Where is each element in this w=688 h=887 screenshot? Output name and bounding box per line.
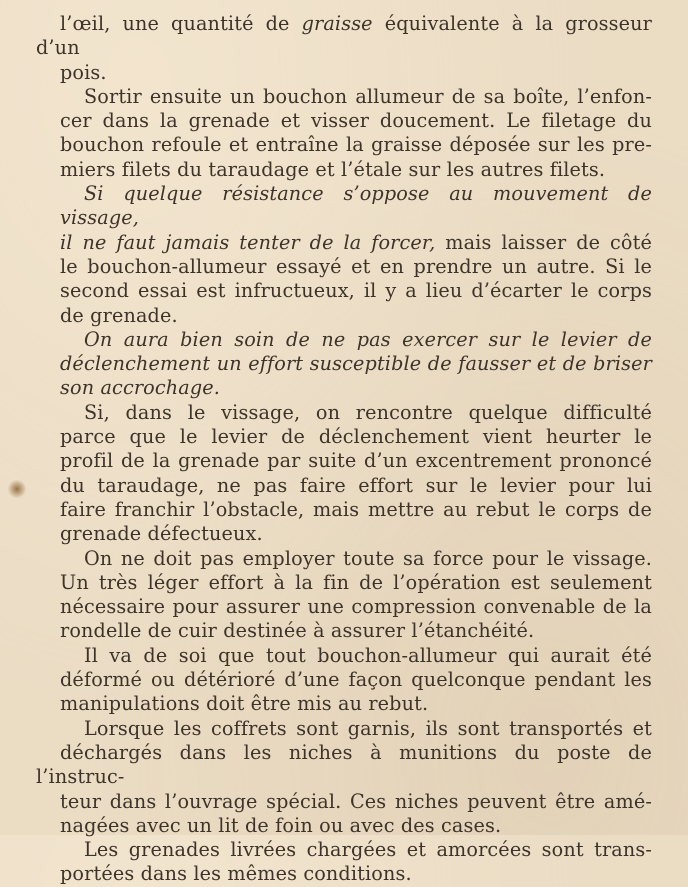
text-line	[36, 231, 652, 255]
text-line	[36, 133, 652, 157]
body-text: de grenade.	[60, 303, 178, 327]
body-text: profil de la grenade par suite d’un excentrement prononcé	[60, 449, 652, 473]
text-line	[36, 644, 652, 668]
body-text: bouchon refoule et entraîne la graisse déposée sur les pre-	[60, 133, 652, 157]
body-text: manipulations doit être mis au rebut.	[60, 692, 429, 716]
text-line	[36, 304, 652, 328]
body-text: second essai est infructueux, il y a lieu d’écarter le corps	[60, 279, 652, 303]
italic-text: il ne faut jamais tenter de la forcer,	[60, 230, 436, 254]
body-text: Sortir ensuite un bouchon allumeur de sa boîte, l’enfon-	[84, 84, 652, 108]
body-text: Un très léger effort à la fin de l’opération est seulement	[60, 570, 652, 594]
paragraph	[36, 547, 652, 644]
text-line	[36, 61, 652, 85]
paragraph	[36, 838, 652, 887]
body-text: Les grenades livrées chargées et amorcées sont trans-	[84, 838, 652, 862]
text-line	[36, 571, 652, 595]
body-text: faire franchir l’obstacle, mais mettre au rebut le corps de	[60, 497, 652, 521]
text-line	[36, 85, 652, 109]
text-line	[36, 425, 652, 449]
text-line	[36, 279, 652, 303]
body-text: Il va de soi que tout bouchon-allumeur qui aurait été	[84, 643, 652, 667]
italic-text: On aura bien soin de ne pas exercer sur le levier de	[84, 327, 652, 351]
text-line	[36, 449, 652, 473]
body-text: équivalente à la grosseur d’un	[36, 12, 652, 60]
text-line	[36, 109, 652, 133]
text-line	[36, 668, 652, 692]
text-line	[36, 717, 652, 741]
body-text: mais laisser de côté	[435, 230, 652, 254]
text-line	[36, 547, 652, 571]
body-text: déformé ou détérioré d’une façon quelconque pendant les	[60, 668, 652, 692]
body-text: l’œil, une quantité de	[60, 12, 302, 35]
italic-text: graisse	[301, 12, 373, 35]
italic-text: son accrochage.	[60, 376, 221, 400]
body-text: grenade défectueux.	[60, 522, 263, 546]
paragraph	[36, 717, 652, 838]
ink-stain-mark	[8, 480, 26, 498]
italic-text: Si quelque résistance s’oppose au mouvement de vissage,	[60, 182, 652, 230]
text-line	[36, 401, 652, 425]
body-text: du taraudage, ne pas faire effort sur le levier pour lui	[60, 473, 652, 497]
text-line	[36, 498, 652, 522]
text-line	[36, 255, 652, 279]
text-line	[36, 376, 652, 400]
text-line	[36, 328, 652, 352]
italic-text: déclenchement un effort susceptible de fausser et de briser	[60, 352, 652, 376]
text-line	[36, 474, 652, 498]
text-line	[36, 862, 652, 886]
text-line	[36, 790, 652, 814]
text-line	[36, 595, 652, 619]
body-text: Lorsque les coffrets sont garnis, ils sont transportés et	[84, 716, 652, 740]
paragraph	[36, 401, 652, 547]
text-line	[36, 838, 652, 862]
body-text: rondelle de cuir destinée à assurer l’étanchéité.	[60, 619, 535, 643]
text-line	[36, 182, 652, 231]
paragraph	[36, 12, 652, 85]
text-line	[36, 522, 652, 546]
text-line	[36, 814, 652, 838]
paragraph	[36, 644, 652, 717]
text-line	[36, 12, 652, 61]
body-text: miers filets du taraudage et l’étale sur les autres filets.	[60, 157, 606, 181]
text-line	[36, 692, 652, 716]
body-text: portées dans les mêmes conditions.	[60, 862, 412, 886]
document-page	[36, 12, 652, 887]
body-text: Si, dans le vissage, on rencontre quelque difficulté	[84, 400, 652, 424]
body-text: déchargés dans les niches à munitions du poste de l’instruc-	[36, 740, 652, 789]
body-text: nagées avec un lit de foin ou avec des cases.	[60, 813, 502, 837]
body-text: le bouchon-allumeur essayé et en prendre un autre. Si le	[60, 254, 652, 278]
body-text: pois.	[60, 60, 107, 84]
body-text: nécessaire pour assurer une compression convenable de la	[60, 595, 652, 619]
text-line	[36, 619, 652, 643]
body-text: cer dans la grenade et visser doucement. Le filetage du	[60, 109, 652, 133]
paragraph	[36, 328, 652, 401]
text-line	[36, 352, 652, 376]
paragraph	[36, 85, 652, 182]
body-text: parce que le levier de déclenchement vient heurter le	[60, 425, 652, 449]
text-line	[36, 741, 652, 790]
body-text: On ne doit pas employer toute sa force pour le vissage.	[84, 546, 652, 570]
text-line	[36, 158, 652, 182]
body-text: teur dans l’ouvrage spécial. Ces niches peuvent être amé-	[60, 789, 652, 813]
paragraph	[36, 182, 652, 328]
